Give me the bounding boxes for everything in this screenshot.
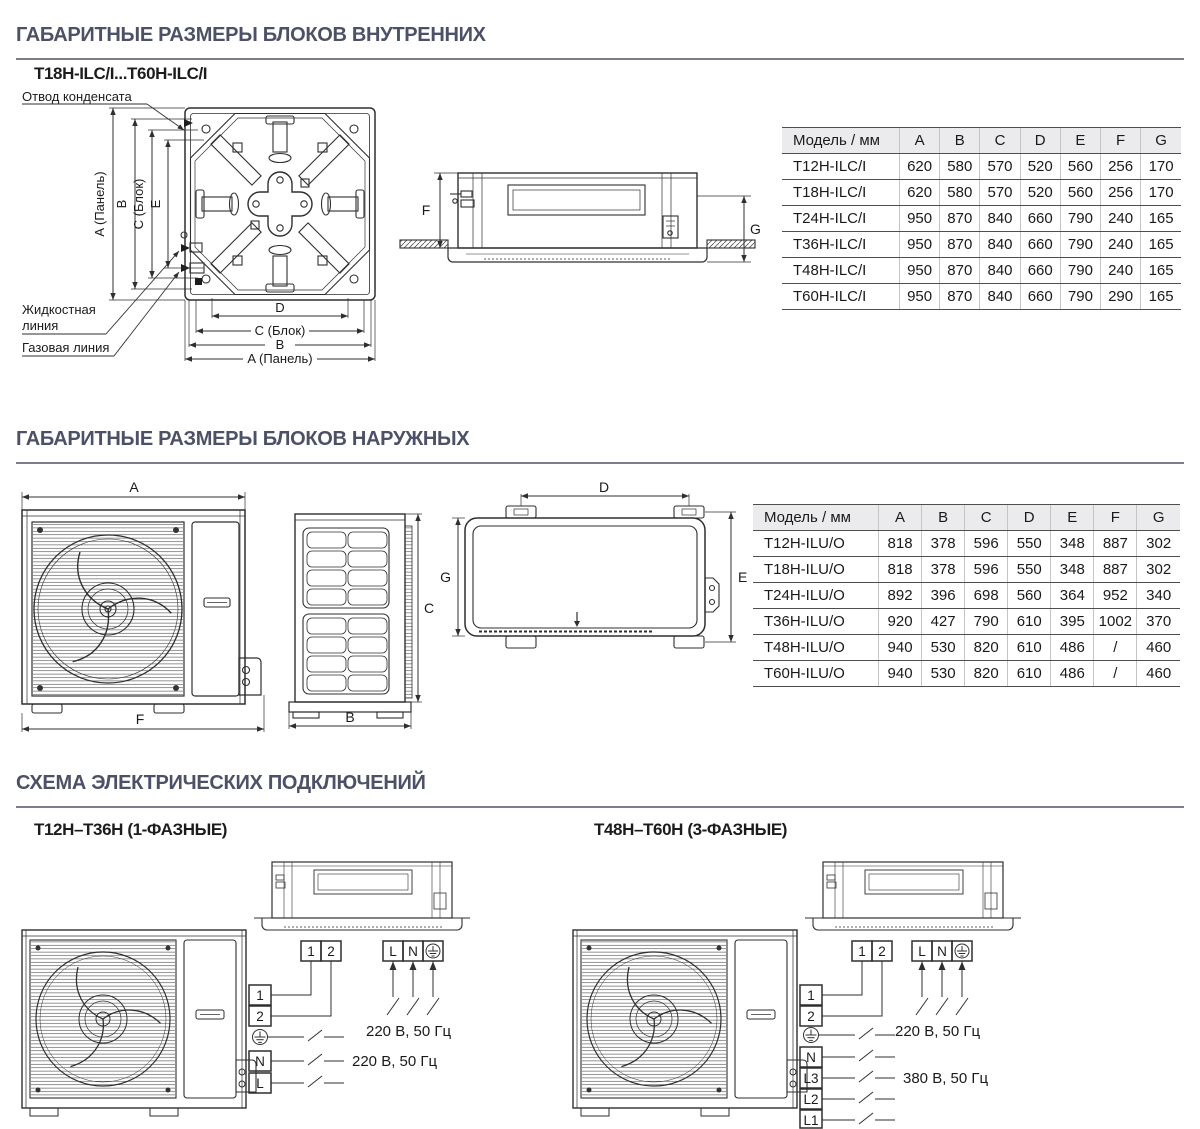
indoor-unit-drawing [254,862,470,930]
value-cell: 427 [922,609,965,635]
dim-label-a: A [129,482,139,495]
single-phase-wiring-diagram [14,845,538,1129]
column-header: Модель / мм [782,128,900,154]
value-cell: 870 [940,206,980,232]
value-cell: 596 [965,531,1008,557]
dimension-lines [22,104,751,361]
column-header: E [1051,505,1094,531]
value-cell: 870 [940,258,980,284]
section-rule [16,462,1184,464]
terminal-label: N [937,944,947,959]
column-header: G [1141,128,1181,154]
indoor-unit-drawing [805,862,1021,930]
terminal-label: 1 [858,944,866,959]
value-cell: 165 [1141,258,1181,284]
dim-label-f: F [421,202,431,218]
model-cell: T12H-ILU/O [753,531,879,557]
indoor-dimensions-table [782,127,1181,310]
callout-liquid-line: Жидкостная [22,302,96,317]
outdoor-unit-drawing [573,930,807,1116]
column-header: C [980,128,1020,154]
terminal-label: 1 [807,988,815,1003]
indoor-side-view-drawing [400,173,755,262]
outdoor-power-label: 380 В, 50 Гц [903,1070,989,1087]
dim-label-f: F [135,711,145,727]
value-cell: 378 [922,531,965,557]
value-cell: 940 [879,635,922,661]
terminal-label: L3 [803,1071,819,1086]
indoor-power-label: 220 В, 50 Гц [366,1023,452,1040]
indoor-units-drawing [14,88,778,370]
value-cell: 887 [1094,531,1137,557]
three-phase-subtitle: T48H–T60H (3-ФАЗНЫЕ) [594,820,788,839]
indoor-model-range: T18H-ILC/I...T60H-ILC/I [34,64,208,83]
value-cell: 550 [1008,557,1051,583]
column-header: G [1137,505,1180,531]
dim-label-c-block: C (Блок) [131,178,146,230]
column-header: C [965,505,1008,531]
value-cell: 790 [965,609,1008,635]
value-cell: 348 [1051,557,1094,583]
table-row [782,232,1181,258]
value-cell: 370 [1137,609,1180,635]
airflow-arrow-icon [574,612,580,627]
column-header: B [922,505,965,531]
value-cell: 520 [1020,154,1060,180]
value-cell: 256 [1101,180,1141,206]
outdoor-units-drawing [14,482,754,744]
dim-label-g: G [440,569,451,585]
value-cell: 840 [980,206,1020,232]
terminal-label: L [389,944,397,959]
value-cell: 870 [940,232,980,258]
value-cell: 660 [1020,206,1060,232]
value-cell: 698 [965,583,1008,609]
column-header: E [1060,128,1100,154]
dim-label-b: B [275,337,285,352]
table-row [753,531,1180,557]
value-cell: 560 [1008,583,1051,609]
value-cell: 378 [922,557,965,583]
value-cell: 486 [1051,635,1094,661]
value-cell: / [1094,635,1137,661]
dim-label-d: D [598,482,610,495]
value-cell: 165 [1141,232,1181,258]
dim-label-g: G [750,221,761,237]
callout-liquid-line: линия [22,318,59,333]
value-cell: 887 [1094,557,1137,583]
dim-label-a-panel: A (Панель) [247,351,313,366]
value-cell: 620 [900,154,940,180]
table-row [753,609,1180,635]
value-cell: 870 [940,284,980,310]
indoor-top-view-drawing [181,108,375,300]
value-cell: 596 [965,557,1008,583]
value-cell: 818 [879,531,922,557]
value-cell: 840 [980,258,1020,284]
model-cell: T48H-ILU/O [753,635,879,661]
terminal-label: 2 [807,1009,815,1024]
column-header: Модель / мм [753,505,879,531]
single-phase-subtitle: T12H–T36H (1-ФАЗНЫЕ) [34,820,228,839]
terminal-label: 2 [327,944,335,959]
column-header: F [1094,505,1137,531]
terminal-label: 2 [256,1009,264,1024]
outdoor-power-label: 220 В, 50 Гц [352,1053,438,1070]
value-cell: 460 [1137,661,1180,687]
condensate-outlet [184,119,193,127]
model-cell: T24H-ILC/I [782,206,900,232]
table-row [782,258,1181,284]
table-row [753,583,1180,609]
value-cell: 580 [940,180,980,206]
wires [819,961,968,1124]
value-cell: 560 [1060,180,1100,206]
column-header: A [900,128,940,154]
value-cell: 950 [900,232,940,258]
value-cell: 550 [1008,531,1051,557]
model-cell: T60H-ILU/O [753,661,879,687]
terminal-label: L [256,1076,264,1091]
model-cell: T48H-ILC/I [782,258,900,284]
value-cell: 580 [940,154,980,180]
value-cell: 790 [1060,258,1100,284]
value-cell: 340 [1137,583,1180,609]
table-row [782,180,1181,206]
model-cell: T18H-ILC/I [782,180,900,206]
value-cell: 1002 [1094,609,1137,635]
table-header-row [753,505,1180,531]
dim-label-c-block: C (Блок) [254,323,306,338]
column-header: F [1101,128,1141,154]
terminal-label: L1 [803,1113,819,1128]
outdoor-side-view-drawing [289,514,412,718]
outdoor-top-view-drawing [465,506,719,648]
terminal-label: N [408,944,418,959]
value-cell: 240 [1101,206,1141,232]
value-cell: 302 [1137,531,1180,557]
terminal-label: N [255,1054,265,1069]
indoor-power-label: 220 В, 50 Гц [895,1023,981,1040]
three-phase-wiring-diagram [565,845,1089,1129]
model-cell: T36H-ILC/I [782,232,900,258]
model-cell: T60H-ILC/I [782,284,900,310]
value-cell: 165 [1141,284,1181,310]
value-cell: 486 [1051,661,1094,687]
value-cell: 818 [879,557,922,583]
value-cell: 395 [1051,609,1094,635]
dim-label-e: E [148,199,163,209]
dim-label-b: B [345,709,355,725]
value-cell: 240 [1101,232,1141,258]
value-cell: 610 [1008,609,1051,635]
earth-ground-icon [955,944,969,958]
outdoor-front-view-drawing [22,510,261,713]
column-header: D [1008,505,1051,531]
value-cell: 610 [1008,661,1051,687]
model-cell: T24H-ILU/O [753,583,879,609]
value-cell: 892 [879,583,922,609]
section-rule [16,58,1184,60]
value-cell: 290 [1101,284,1141,310]
value-cell: 520 [1020,180,1060,206]
earth-ground-icon [426,944,440,958]
value-cell: 240 [1101,258,1141,284]
value-cell: 620 [900,180,940,206]
dim-label-d: D [275,300,285,315]
terminal-label: L2 [803,1092,819,1107]
value-cell: 256 [1101,154,1141,180]
earth-ground-icon [804,1028,819,1043]
callout-gas-line: Газовая линия [22,340,110,355]
model-cell: T36H-ILU/O [753,609,879,635]
value-cell: 950 [900,258,940,284]
value-cell: 940 [879,661,922,687]
value-cell: 348 [1051,531,1094,557]
terminal-label: 2 [878,944,886,959]
value-cell: 950 [900,206,940,232]
value-cell: 660 [1020,284,1060,310]
value-cell: 820 [965,661,1008,687]
value-cell: 570 [980,180,1020,206]
table-row [782,206,1181,232]
outdoor-dimensions-table [753,504,1180,687]
value-cell: 364 [1051,583,1094,609]
column-header: D [1020,128,1060,154]
terminal-label: 1 [256,988,264,1003]
value-cell: 570 [980,154,1020,180]
value-cell: 560 [1060,154,1100,180]
dim-label-c: C [424,600,435,616]
value-cell: 660 [1020,232,1060,258]
table-row [753,557,1180,583]
value-cell: 790 [1060,284,1100,310]
value-cell: 660 [1020,258,1060,284]
section-rule [16,806,1184,808]
value-cell: 820 [965,635,1008,661]
value-cell: 530 [922,635,965,661]
earth-ground-icon [253,1030,268,1045]
model-cell: T12H-ILC/I [782,154,900,180]
table-row [753,661,1180,687]
dim-label-b: B [114,199,129,209]
terminal-label: N [806,1050,816,1065]
value-cell: 950 [900,284,940,310]
column-header: B [940,128,980,154]
indoor-section-title: ГАБАРИТНЫЕ РАЗМЕРЫ БЛОКОВ ВНУТРЕННИХ [16,24,486,46]
column-header: A [879,505,922,531]
dim-label-e: E [738,569,748,585]
value-cell: 170 [1141,154,1181,180]
electrical-section-title: СХЕМА ЭЛЕКТРИЧЕСКИХ ПОДКЛЮЧЕНИЙ [16,772,426,794]
value-cell: 396 [922,583,965,609]
value-cell: / [1094,661,1137,687]
value-cell: 920 [879,609,922,635]
outdoor-section-title: ГАБАРИТНЫЕ РАЗМЕРЫ БЛОКОВ НАРУЖНЫХ [16,428,470,450]
outdoor-unit-drawing [22,930,256,1116]
table-row [753,635,1180,661]
value-cell: 790 [1060,206,1100,232]
dim-label-a-panel: A (Панель) [92,171,107,237]
model-cell: T18H-ILU/O [753,557,879,583]
value-cell: 302 [1137,557,1180,583]
terminal-label: 1 [307,944,315,959]
value-cell: 610 [1008,635,1051,661]
value-cell: 840 [980,232,1020,258]
value-cell: 790 [1060,232,1100,258]
value-cell: 460 [1137,635,1180,661]
value-cell: 170 [1141,180,1181,206]
table-row [782,154,1181,180]
callout-condensate: Отвод конденсата [22,89,132,104]
table-row [782,284,1181,310]
terminal-label: L [918,944,926,959]
value-cell: 165 [1141,206,1181,232]
value-cell: 840 [980,284,1020,310]
value-cell: 530 [922,661,965,687]
value-cell: 952 [1094,583,1137,609]
table-header-row [782,128,1181,154]
